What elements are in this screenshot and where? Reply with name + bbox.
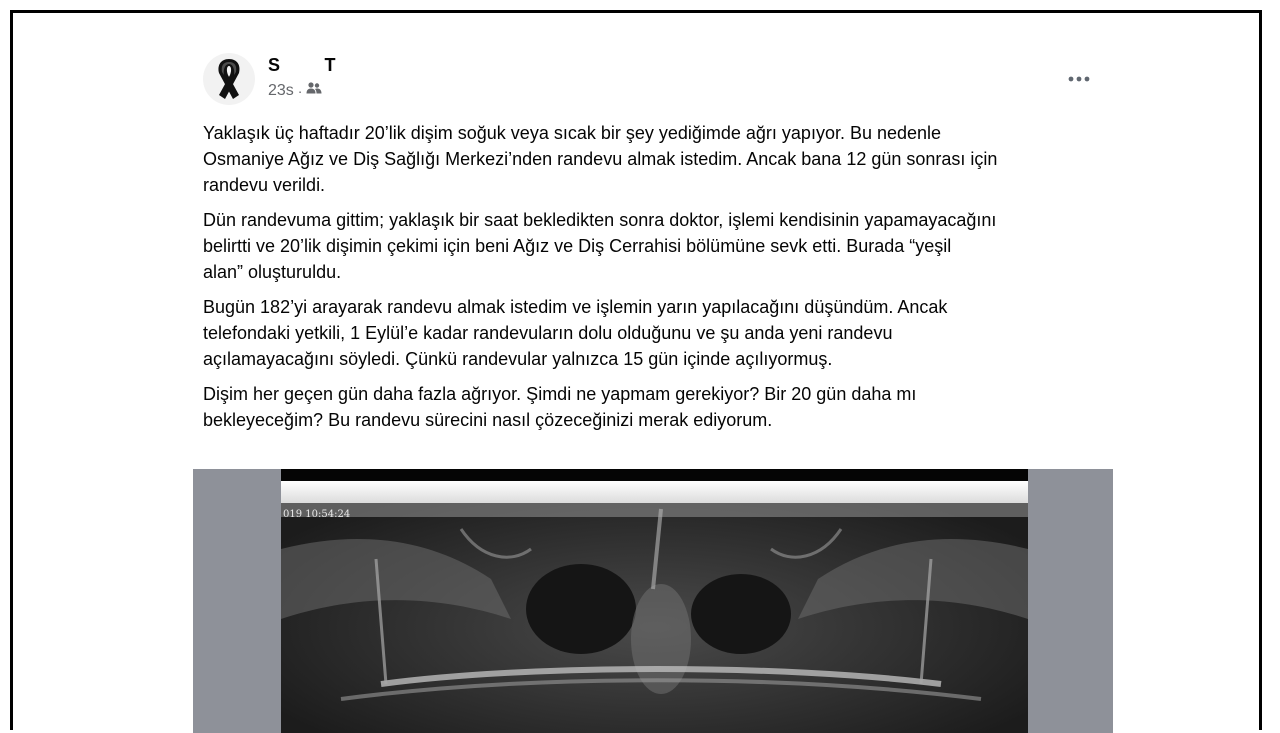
post-meta	[268, 81, 322, 100]
post-paragraph: Bugün 182’yi arayarak randevu almak istedim ve işlemin yarın yapılacağını düşündüm. Ancak telefondaki yetkili, 1 Eylül’e kadar randevuların dolu olduğunu ve şu anda yeni randevu açılamayacağını söyledi. Çünkü randevular yalnızca 15 gün içinde açılıyormuş.	[203, 297, 948, 369]
xray-timestamp: 019 10:54:24	[283, 509, 351, 520]
post-image[interactable]	[193, 469, 1113, 733]
post-body	[203, 120, 1103, 442]
timestamp[interactable]: 23s	[268, 81, 294, 99]
black-ribbon-icon	[203, 53, 255, 105]
more-options-icon	[1067, 75, 1091, 83]
xray-illustration	[281, 469, 1028, 733]
post-paragraph: Dün randevuma gittim; yaklaşık bir saat bekledikten sonra doktor, işlemi kendisinin yapamayacağını belirtti ve 20’lik dişimin çekimi için beni Ağız ve Diş Cerrahisi bölümüne sevk etti. Burada “yeşil alan” oluşturuldu.	[203, 210, 997, 282]
post-paragraph: Yaklaşık üç haftadır 20’lik dişim soğuk veya sıcak bir şey yediğimde ağrı yapıyor. Bu nedenle Osmaniye Ağız ve Diş Sağlığı Merkezi’nden randevu almak istedim. Ancak bana 12 gün sonrası için randevu verildi.	[203, 123, 998, 195]
post-paragraph: Dişim her geçen gün daha fazla ağrıyor. Şimdi ne yapmam gerekiyor? Bir 20 gün daha mı bekleyeceğim? Bu randevu sürecini nasıl çözeceğinizi merak ediyorum.	[203, 384, 917, 430]
author-name[interactable]: S T	[268, 55, 337, 75]
friends-icon[interactable]	[306, 81, 322, 100]
screenshot-frame	[10, 10, 1262, 730]
more-options-button[interactable]	[1063, 63, 1095, 95]
facebook-post	[193, 43, 1113, 733]
meta-separator: ·	[297, 82, 303, 99]
dental-xray-image	[281, 469, 1028, 733]
avatar[interactable]	[203, 53, 255, 105]
